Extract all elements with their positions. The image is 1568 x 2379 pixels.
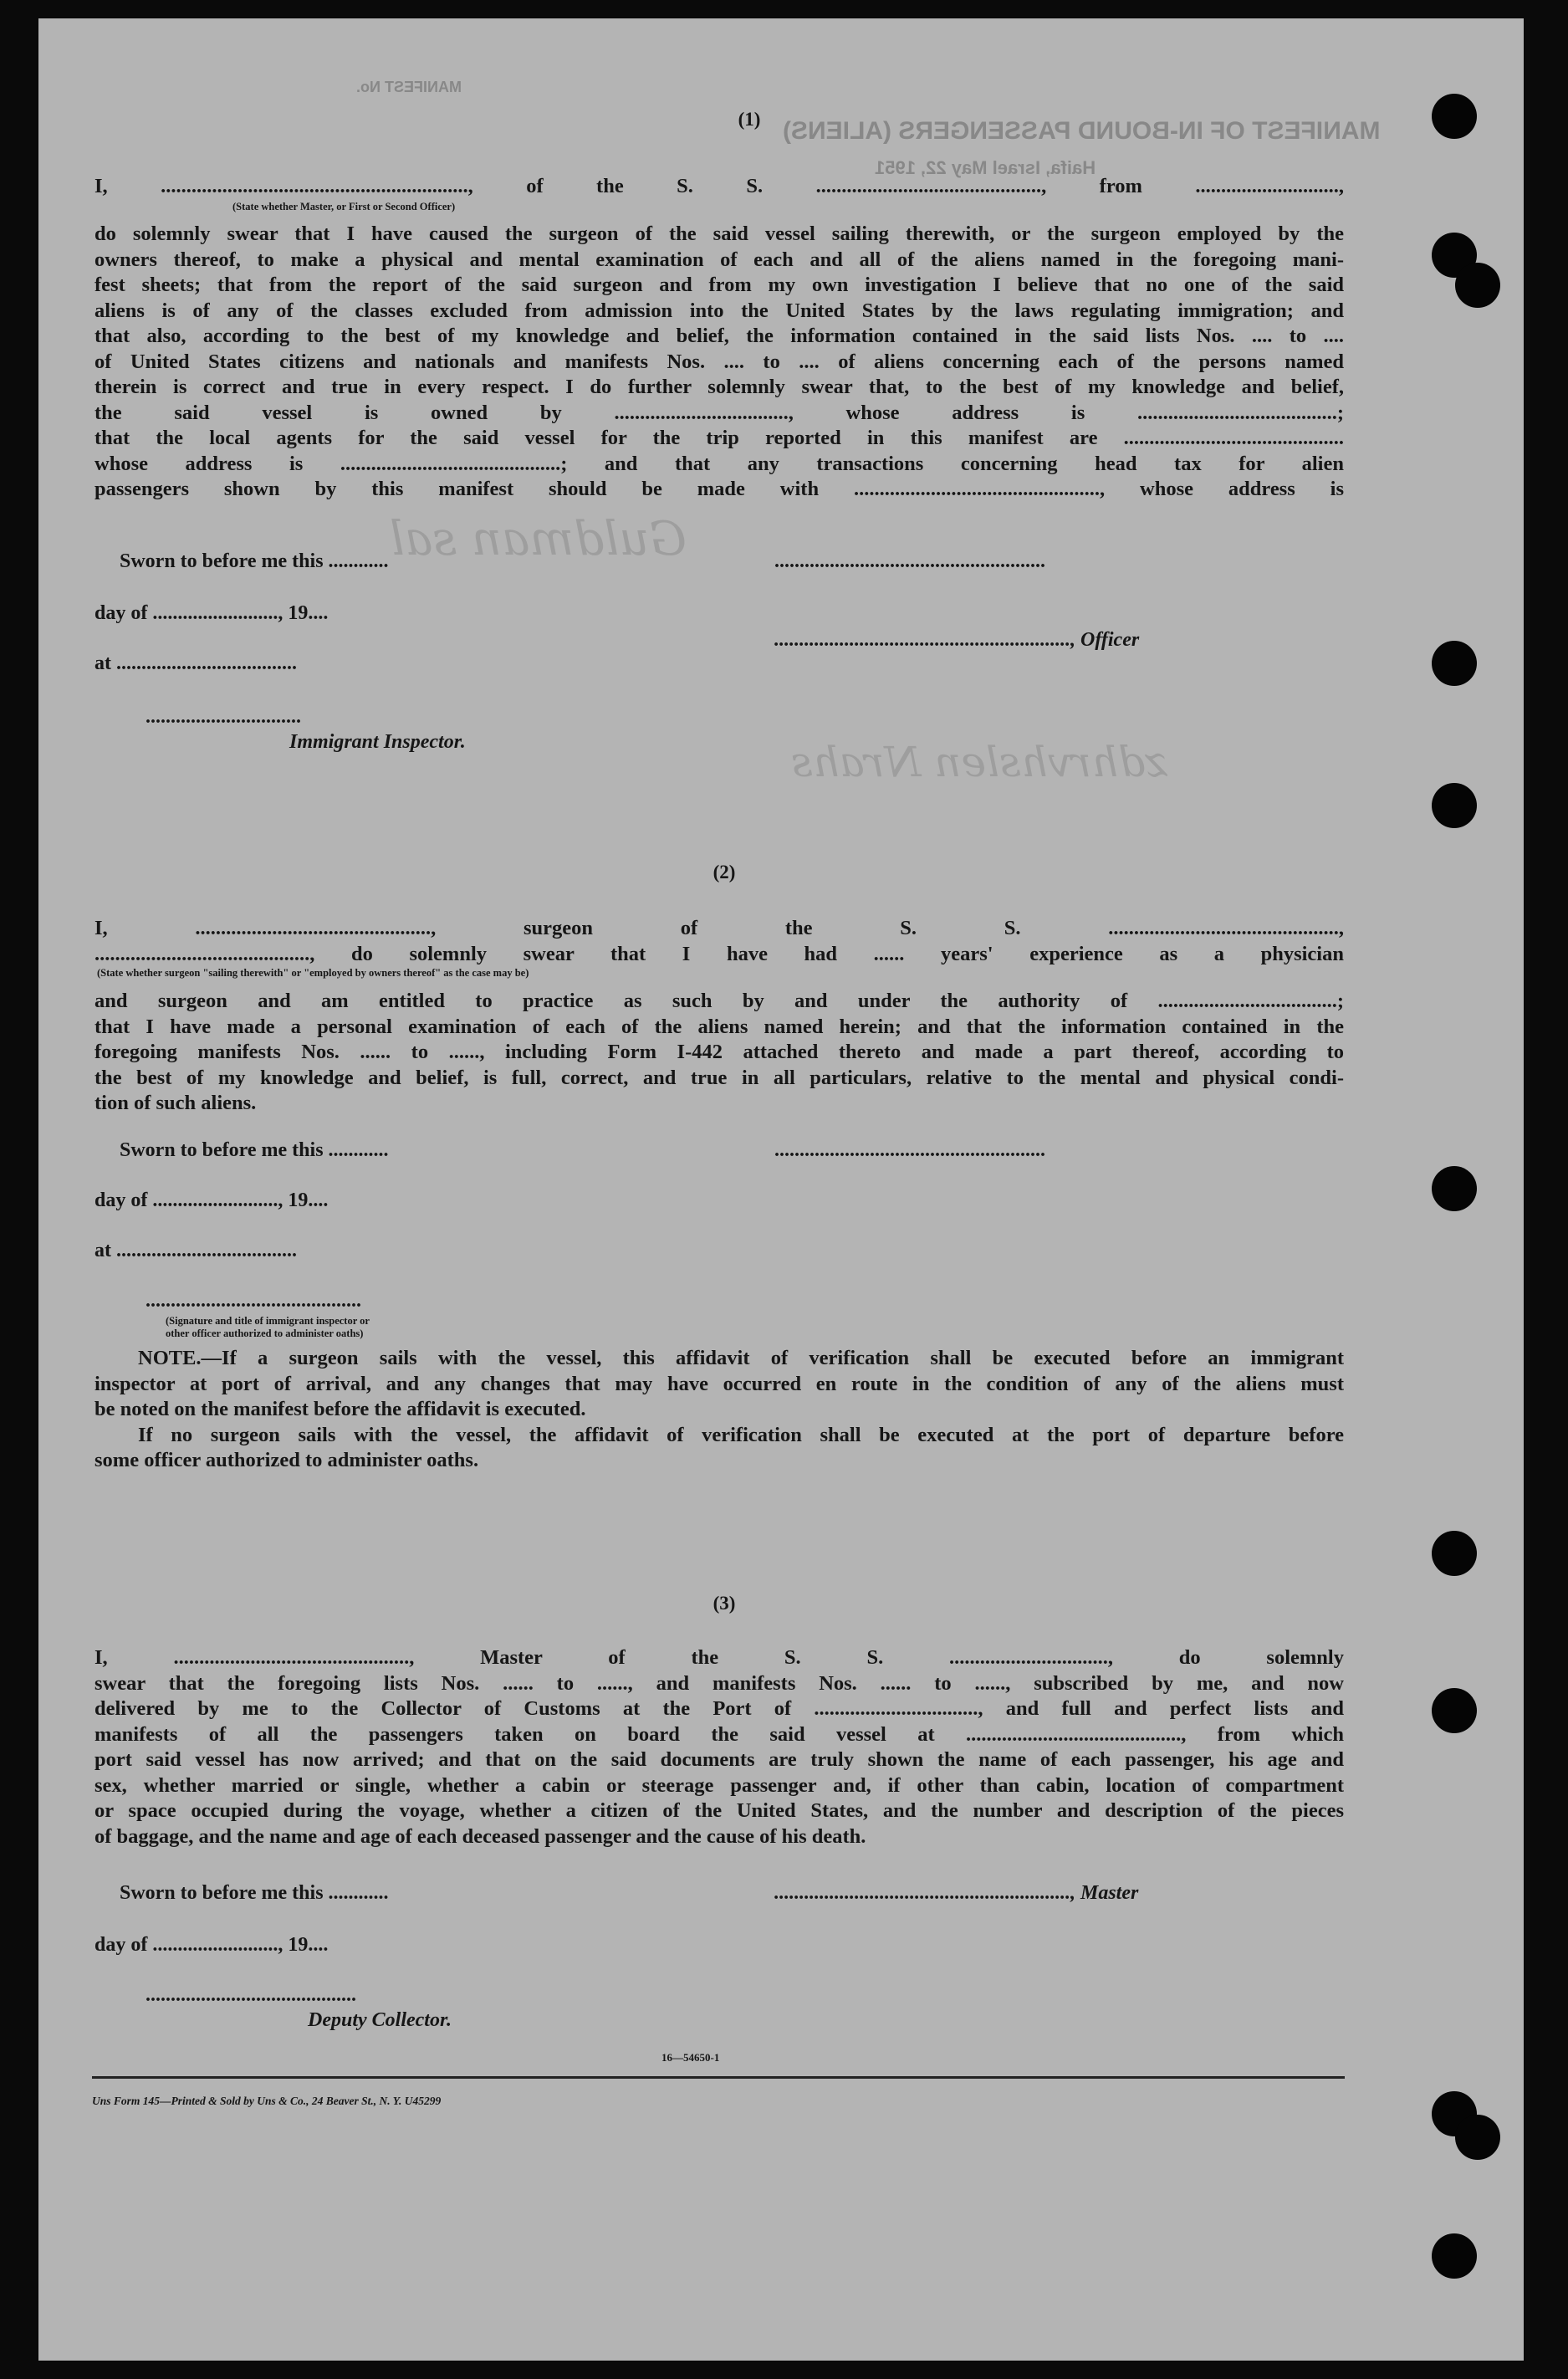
section-2-signature-line: ...................................................... (774, 1139, 1045, 1161)
form-code: 16—54650-1 (661, 2051, 720, 2064)
note-line: be noted on the manifest before the affidavit is executed. (94, 1398, 586, 1420)
section-2-signature-note: (Signature and title of immigrant inspector or (166, 1315, 370, 1327)
punch-hole (1432, 783, 1477, 828)
section-3-number: (3) (712, 1593, 736, 1614)
oath-line: fest sheets; that from the report of the said surgeon and from my own investigation I believe that no one of the said (94, 274, 1344, 296)
oath-line: sex, whether married or single, whether a cabin or steerage passenger and, if other than cabin, location of compartment (94, 1773, 1344, 1797)
punch-hole (1432, 1688, 1477, 1733)
form-page (38, 18, 1524, 2361)
oath-line: passengers shown by this manifest should be made with ................................................, whose address is (94, 478, 1344, 500)
oath-line: and surgeon and am entitled to practice as such by and under the authority of ...................................; (94, 990, 1344, 1012)
oath-line: do solemnly swear that I have caused the surgeon of the said vessel sailing therewith, or the surgeon employed by the (94, 223, 1344, 245)
oath-line: that also, according to the best of my knowledge and belief, the information contained in the said lists Nos. .... to .... (94, 325, 1344, 347)
punch-hole (1455, 263, 1500, 308)
section-1-oath-paragraph (94, 222, 1344, 503)
note-line: some officer authorized to administer oaths. (94, 1449, 479, 1471)
note-line: NOTE.—If a surgeon sails with the vessel, this affidavit of verification shall be executed before an immigrant (138, 1347, 1344, 1369)
oath-line: that I have made a personal examination of each of the aliens named herein; and that the information contained in the (94, 1015, 1344, 1038)
section-1-inspector-dots: ............................... (146, 706, 301, 728)
oath-line: swear that the foregoing lists Nos. ...... to ......, and manifests Nos. ...... to ......, subscribed by me, and now (94, 1671, 1344, 1695)
section-2-day-field: day of ........................., 19.... (94, 1190, 329, 1211)
section-1-day-field: day of ........................., 19.... (94, 602, 329, 624)
section-2-signature-note: other officer authorized to administer oaths) (166, 1328, 364, 1339)
bleed-through-line: Haifa, Israel May 22, 1951 (875, 157, 1096, 178)
oath-line: aliens is of any of the classes excluded from admission into the United States by the laws regulating immigration; and (94, 299, 1344, 322)
section-1-officer-note: (State whether Master, or First or Second Officer) (232, 201, 456, 212)
punch-hole (1432, 1166, 1477, 1211)
section-2-note (94, 1346, 1344, 1474)
oath-line: port said vessel has now arrived; and that on the said documents are truly shown the name of each passenger, his age and (94, 1748, 1344, 1771)
oath-line: I, .............................................., Master of the S. S. ..............................., do solemnly (94, 1646, 1344, 1669)
oath-line: of baggage, and the name and age of each deceased passenger and the cause of his death. (94, 1824, 866, 1848)
oath-line: tion of such aliens. (94, 1092, 257, 1114)
oath-line: the best of my knowledge and belief, is full, correct, and true in all particulars, relative to the mental and physical condi- (94, 1066, 1344, 1089)
section-3-oath-paragraph (94, 1645, 1344, 1849)
section-3-day-field: day of ........................., 19.... (94, 1934, 329, 1956)
printer-footer: Uns Form 145—Printed & Sold by Uns & Co., 24 Beaver St., N. Y. U45299 (92, 2095, 442, 2107)
bleed-through-header: MANIFEST OF IN-BOUND PASSENGERS (ALIENS) (783, 117, 1381, 145)
section-2-surgeon-note: (State whether surgeon "sailing therewith" or "employed by owners thereof" as the case may be) (97, 967, 529, 979)
oath-line: therein is correct and true in every respect. I do further solemnly swear that, to the best of my knowledge and belief, (94, 376, 1344, 398)
section-1-number: (1) (738, 109, 761, 130)
punch-hole (1432, 641, 1477, 686)
punch-hole (1455, 2115, 1500, 2160)
section-2-number: (2) (712, 862, 736, 883)
note-line: If no surgeon sails with the vessel, the affidavit of verification shall be executed at the port of departure before (138, 1423, 1344, 1446)
section-1-sworn-field: Sworn to before me this ............ (120, 550, 389, 572)
punch-hole (1432, 1531, 1477, 1576)
section-1-immigrant-inspector: Immigrant Inspector. (289, 731, 466, 753)
punch-hole (1432, 94, 1477, 139)
section-2-signature-dots: ........................................... (146, 1290, 361, 1312)
oath-line: owners thereof, to make a physical and mental examination of each and all of the aliens named in the foregoing mani- (94, 248, 1344, 271)
section-3-collector-dots: .......................................... (146, 1984, 356, 2006)
oath-line: that the local agents for the said vessel for the trip reported in this manifest are ........................................... (94, 427, 1344, 449)
section-2-at-field: at .................................... (94, 1240, 297, 1261)
bleed-through-handwriting: zdhrvhslen Nrahs (791, 738, 1167, 786)
bleed-through-handwriting: Guldman sal (390, 512, 687, 566)
oath-line: foregoing manifests Nos. ...... to ......, including Form I-442 attached thereto and made a part thereof, according to (94, 1041, 1344, 1063)
oath-line: whose address is ...........................................; and that any transactions concerning head tax for alien (94, 452, 1344, 475)
oath-line: of United States citizens and nationals and manifests Nos. .... to .... of aliens concerning each of the persons named (94, 350, 1344, 373)
oath-line: or space occupied during the voyage, whether a citizen of the United States, and the number and description of the pieces (94, 1799, 1344, 1822)
section-3-sworn-field: Sworn to before me this ............ (120, 1882, 389, 1904)
footer-rule (92, 2076, 1345, 2079)
section-3-deputy-collector: Deputy Collector. (308, 2009, 452, 2031)
section-3-master-line: ..........................................................., Master (774, 1882, 1139, 1904)
section-2-line-1: I, .............................................., surgeon of the S. S. ............................................., (94, 917, 1344, 939)
section-2-line-2: .........................................., do solemnly swear that I have had ...... years' experience as a physician (94, 943, 1344, 965)
oath-line: the said vessel is owned by .................................., whose address is .......................................; (94, 401, 1344, 424)
section-1-signature-line: ...................................................... (774, 550, 1045, 572)
section-2-oath-paragraph (94, 989, 1344, 1117)
section-1-officer-line: ..........................................................., Officer (774, 629, 1140, 651)
punch-hole (1432, 2233, 1477, 2279)
note-line: inspector at port of arrival, and any changes that may have occurred en route in the condition of any of the aliens must (94, 1372, 1344, 1395)
section-1-at-field: at .................................... (94, 652, 297, 674)
oath-line: manifests of all the passengers taken on board the said vessel at .........................................., from which (94, 1722, 1344, 1746)
section-2-sworn-field: Sworn to before me this ............ (120, 1139, 389, 1161)
section-1-opening-line: I, ............................................................, of the S. S. ............................................, from ............................, (94, 175, 1344, 197)
oath-line: delivered by me to the Collector of Customs at the Port of ................................, and full and perfect lists and (94, 1697, 1344, 1720)
bleed-through-manifest-no: MANIFEST No. (356, 79, 462, 95)
